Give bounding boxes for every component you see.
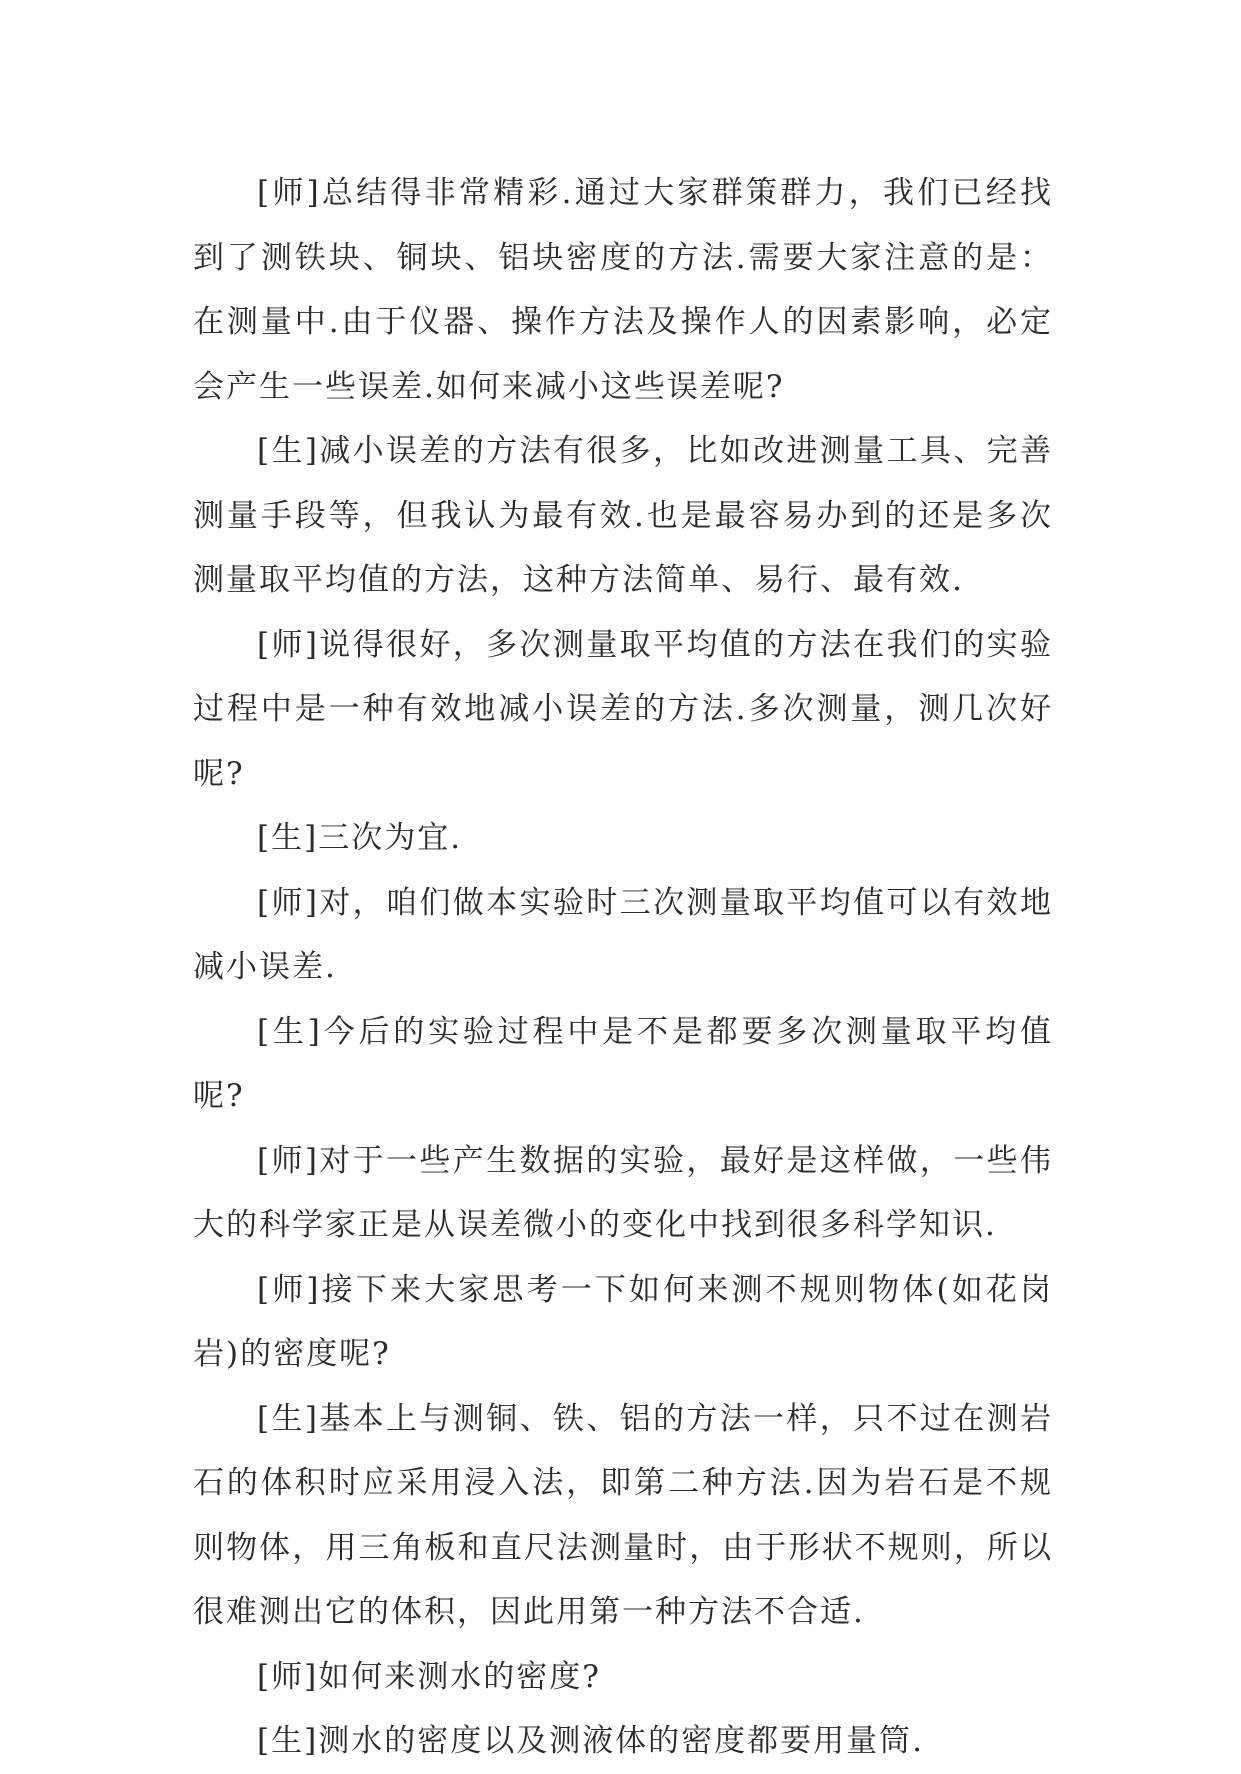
dialogue-text <box>193 161 1053 1774</box>
paragraph-student-reduce-error: [生]减小误差的方法有很多，比如改进测量工具、完善测量手段等，但我认为最有效.也是最容易办到的还是多次测量取平均值的方法，这种方法简单、易行、最有效. <box>193 433 1053 598</box>
paragraph-teacher-confirm: [师]对，咱们做本实验时三次测量取平均值可以有效地减小误差. <box>193 884 1053 985</box>
paragraph-student-question: [生]今后的实验过程中是不是都要多次测量取平均值呢? <box>193 1013 1053 1114</box>
paragraph-teacher-how-many-times: [师]说得很好，多次测量取平均值的方法在我们的实验过程中是一种有效地减小误差的方法.多次测量，测几次好呢? <box>193 626 1053 792</box>
paragraph-student-three-times: [生]三次为宜. <box>257 820 463 856</box>
paragraph-teacher-water-density: [师]如何来测水的密度? <box>257 1658 601 1695</box>
paragraph-teacher-irregular-object: [师]接下来大家思考一下如何来测不规则物体(如花岗岩)的密度呢? <box>193 1271 1053 1372</box>
paragraph-teacher-summary: [师]总结得非常精彩.通过大家群策群力，我们已经找到了测铁块、铜块、铝块密度的方法.需要大家注意的是：在测量中.由于仪器、操作方法及操作人的因素影响，必定会产生一些误差.如何来减小这些误差呢? <box>193 175 1053 405</box>
paragraph-student-immersion-method: [生]基本上与测铜、铁、铝的方法一样，只不过在测岩石的体积时应采用浸入法，即第二种方法.因为岩石是不规则物体，用三角板和直尺法测量时，由于形状不规则，所以很难测出它的体积，因此用第一种方法不合适. <box>193 1400 1053 1630</box>
paragraph-teacher-scientists: [师]对于一些产生数据的实验，最好是这样做，一些伟大的科学家正是从误差微小的变化中找到很多科学知识. <box>193 1142 1053 1243</box>
paragraph-student-measuring-cylinder: [生]测水的密度以及测液体的密度都要用量筒. <box>257 1723 925 1759</box>
